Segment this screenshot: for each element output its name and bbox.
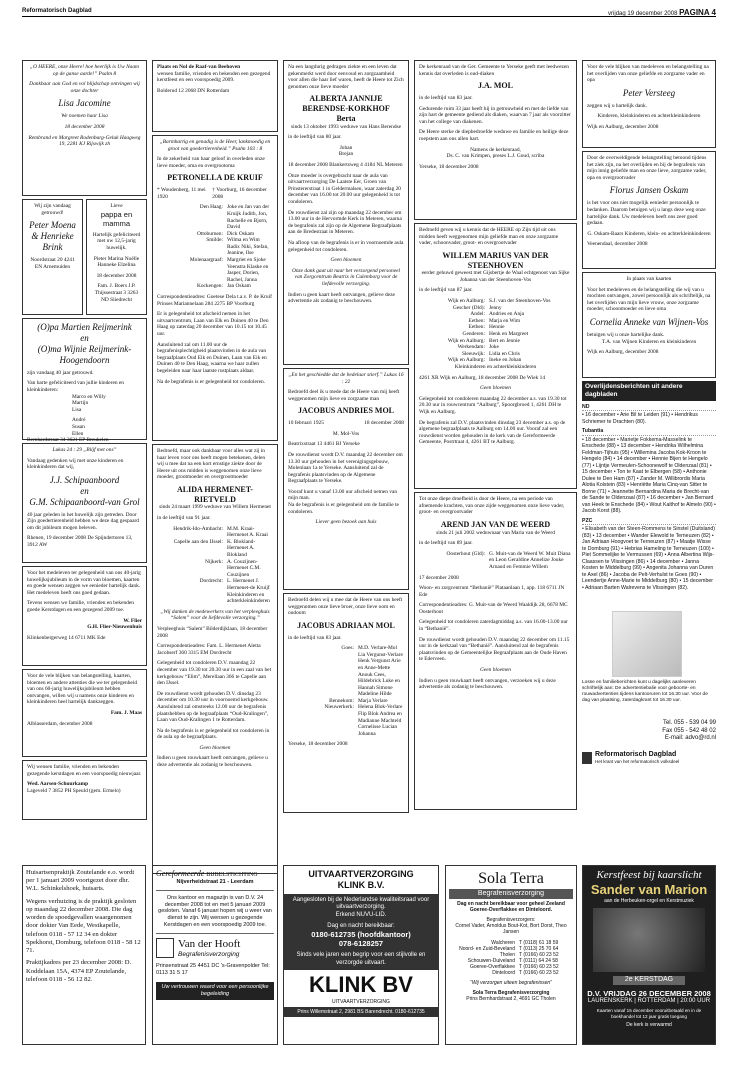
row-place: Hendrik-Ido-Ambacht:: [173, 525, 223, 532]
row-place: Gescher (Dld):: [452, 304, 485, 311]
page-header: [22, 8, 716, 17]
row-names: Hennie: [489, 324, 505, 331]
row-place: Dordrecht:: [199, 578, 223, 585]
row-names: A. Couzijnen-Hermenet C.M. Couzijnen: [227, 558, 261, 578]
row-place: Bennekom:: [329, 697, 354, 704]
ad-bijbelstichting: Gereformeerde BIJBELSTICHTING Nijverheidstraat 21 - Leerdam Ons kantoor en magazijn is van D.V. 24 december 2008 tot en met 5 januari 2009 gesloten. Vanaf 6 januari hopen wij u weer van dienst te zijn. Wij wensen u gezegende Kerstdagen en een voorspoedig 2009 toe. Van der Hooft Begrafenisverzorging Prinsenstraat 25 4451 DC 's-Gravenpolder Tel: 0113 31 5 17 Uw vertrouwen waard voor een persoonlijke begeleiding: [152, 865, 278, 1045]
family-row: [419, 331, 572, 338]
obituary-van-de-weerd: Tot onze diepe droefheid is door de Heere, na een periode van afnemende krachten, van onze zijde weggenomen onze lieve vader, groot- en overgrootvader AREND JAN VAN DE WEERD sinds 21 juli 2002 weduwnaar van Maria van de Weerd in de leeftijd van 89 jaar. Oosterhout (Gld): G. Muit-van de Weerd W. Muit Diana en Leon Geraldine Annelize Jouke Arnaud en Femmie Willem 17 december 2008 Woon- en zorgcentrum “Bethanië” Plataanlaan 1, app. 118 6711 JN Ede Correspondentieadres: G. Muit-van de Weerd Waaldijk 28, 6678 MC Oosterhout Gelegenheid tot condoleren zaterdagmiddag a.s. van 16.00-13.00 uur in “Bethanië”. De rouwdienst wordt gehouden D.V. maandag 22 december om 11.15 uur in de kerkzaal van “Bethanië”. Aansluitend zal de begrafenis plaatsvinden op de Gemeentelijke Begraafplaats aan de Oude Haven te Ederveen. Geen bloemen Indien u geen rouwkaart heeft ontvangen, verzoeken wij u deze advertentie als zodanig te beschouwen.: [414, 492, 577, 810]
row-names: M.D. Verlare-Mol Lia Vergunst-Verlare Henk Vergunst Arie en Anne-Mette Anouk Cees, Hildebrick Luke en Hannah Simone Madeline Hilde: [358, 645, 403, 698]
row-names: T (0118) 61 18 59: [519, 939, 559, 946]
birth-announcement: „O HEERE, onze Heere! hoe heerlijk is Uw Naam op de ganse aarde!” Psalm 8 Dankbaar aan God en vol blijdschap ontvingen wij onze dochter Lisa Jacomine We noemen haar Lisa 18 december 2008 Rembrand en Margreet Rodenburg-Geluk Haagweg 19, 2281 KJ Rijswijk zh: [22, 60, 147, 196]
family-list: [157, 526, 273, 605]
row-names: T (0166) 60 23 52: [519, 951, 559, 958]
row-names: Wilma en Wim Radix Niki, Stefan, Jeanine, Ilse: [227, 237, 269, 257]
row-place: Schouwen-Duiveland: [467, 957, 515, 964]
row-names: Ineke en Johan: [489, 357, 522, 364]
region-phone-list: [449, 940, 573, 977]
column-1: [22, 60, 147, 823]
family-row: [419, 305, 572, 312]
row-place: Goeree-Overflakkee: [469, 963, 515, 970]
row-place: Molenaargraaf:: [189, 257, 223, 264]
family-row: [419, 324, 572, 331]
logo-icon: [582, 752, 592, 764]
obituary-berendse: Na een langdurig gedragen ziekte en een leven dat gekenmerkt werd door eenvoud en zorgzaamheid voor allen die haar lief waren, heeft de Heere tot Zich genomen onze lieve moeder ALBERTA JANNIJE BERENDSE-KORKHOF Berta sinds 13 oktober 1993 weduwe van Hans Berendse in de leeftijd van 80 jaar. Johan Brejan 18 december 2008 Blankertsweg 4 4184 NL Meteren Onze moeder is overgebracht naar de aula van uitvaartverzorging De Laatste Eer, Groen van Prinstererstraat 1 in Geldermalsen, waar zaterdag 20 december van 16.00 tot 20.00 uur gelegenheid is tot condoleren. De rouwdienst zal zijn op maandag 22 december om 13.00 uur in de Hervormde Kerk in Meteren, waarna de begrafenis zal zijn op de Algemene Begraafplaats aan de Bredestraat in Meteren. Na afloop van de begrafenis is er in voornoemde aula gelegenheid tot condoleren. Geen bloemen Onze dank gaat uit naar het verzorgend personeel van Zorgcentrum Beatrix in Culemborg voor de liefdevolle verzorging. Indien u geen kaart heeft ontvangen, gelieve deze advertentie als zodanig te beschouwen.: [283, 60, 409, 365]
newspaper-logo: Reformatorisch Dagblad Het krant van het reformatorisch volksdeel: [582, 751, 716, 766]
family-list: [419, 298, 572, 364]
column-2: [152, 60, 278, 877]
family-row: [157, 578, 273, 604]
row-place: Eethen:: [468, 317, 485, 324]
ad-kerstfeest-concert: Kerstfeest bij kaarslicht Sander van Marion aan de Herbeuken-orgel en Kerstmuziek 2e KERSTDAG D.V. VRIJDAG 26 DECEMBER 2008 LAURENSKERK | ROTTERDAM | 20:00 UUR Kaarten vanaf 15 december vooruitbetaald en in de boekhandel tot 12 jaar gratis toegang De kerk is verwarmd: [582, 865, 716, 1045]
ad-huisartsenpraktijk: Huisartsenpraktijk Zoutelande e.o. wordt per 1 januari 2009 voortgezet door dhr. W.L. Schinkelshoek, huisarts. Wegens verhuizing is de praktijk gesloten op maandag 22 december 2008. Die dag worden de spoedgevallen waargenomen door dokter Van Eede, Westkapelle, telefoon 0118 - 57 12 34 en dokter Spekhorst, Domburg, telefoon 0118 - 58 12 71. Praktijkadres per 23 december 2008: D. Koddelaan 15A, 4374 EP Zoutelande, telefoon 0118 - 56 12 82.: [22, 865, 146, 1045]
row-names: Marja en Wim: [489, 317, 521, 324]
hooft-logo-icon: [156, 938, 174, 958]
row-place: Wijk en Aalburg:: [447, 337, 485, 344]
thanks-oskam: Door de overweldigende belangstelling betoond tijdens het ziek zijn, na het overlijden en bij de begrafenis van mijn innig geliefde man en onze lieve, zorgzame vader, opa en overgrootvader Florus Jansen Oskam is het voor ons niet mogelijk eenieder persoonlijk te bedanken. Daarom betuigen wij u langs deze weg onze hartelijke dank. Uw medeleven heeft ons zeer goed gedaan. G. Oskam-Baars Kinderen, klein- en achterkleinkinderen Veenendaal, december 2008: [582, 151, 716, 269]
row-names: Joke: [489, 344, 499, 351]
thanks-versteeg: Voor de vele blijken van medeleven en belangstelling na het overlijden van onze geliefde en zorgzame vader en opa Peter Versteeg zeggen wij u hartelijk dank. Kinderen, kleinkinderen en achterkleinkinderen Wijk en Aalburg, december 2008: [582, 60, 716, 148]
other-newspapers-register: Overlijdensberichten uit andere dagbladen ND • 16 december • Arie Bil te Leiden (91) • Hendrikus Schriemer te Drachten (80). Tubantia • 18 december • Marietje Fokkema-Masselink te Enschede (88) • 13 december • Hendrika Wilhelmina Feldman-Tijhuis (95) • Willemina Jacoba Kok-Kroon te Hengelo (84) • 14 december • Hennie Bijen te Hengelo (77) • Lijntje Vermeulen-Schoonewolf te Oldenzaal (81) • 15 december • Ton te Kaat te Elbergen (58) • Anthonie Dulee te Den Ham (87) • Zander M. Willibrordis Maria Alotia Kolstein (83) • Henriëtte Maria Cinq-van Sitter te Borne (71) • Jeannette Bernardina Maria de Brecht-van de Sande te Oldenzaal (87) • 16 december • Jan Bernard van Heek te Enschede (84) • Wout Kalthof te Almelo (90) • Jacob Korst (88). PZC • Elisabeth van der Steen-Rommens te Sinstel (Duitsland) (83) • 13 december • Wander Elewold te Terneuzen (82) • Jan Adriaan Hoogvoet te Terneuzen (87) • Maatje Wisse te Domburg (91) • Hebrias Hameling te Terneuzen (100) • Piet Sommelijke te Vermussen (69) • Anna Albertina Wijs-Claassen te Vlissingen (86) • 14 december • Janna Kosten te Middelburg (99) • Angenita Johanna van Duren te Axel (86) • Jacoba de Pelt-Verhulst te Goes (90) • Leendertje Anne-Marie te Middelburg (80) • 15 december • Adriaan Barten Walrevens te Vlissingen (82).: [582, 383, 716, 591]
row-names: T (0113) 25 70 64: [519, 945, 559, 952]
row-place: Werkendam:: [457, 344, 485, 351]
notice-kerkenraad: De kerkenraad van de Ger. Gemeente te Yerseke geeft met leedwezen kennis dat overleden is oud-diaken J.A. MOL in de leeftijd van 83 jaar. Gedurende ruim 33 jaar heeft hij in getrouwheid en met de liefde van zijn hart de gemeente gediend als diaken, waarvan 7 jaar als voorzitter van het college van diakenen. De Heere sterke de diepbedroefde weduwe en familie en heilige deze roepstem aan ons allen hart. Namens de kerkenraad, Ds. C. van Krimpen, preses L.J. Goud, scriba Yerseke, 18 december 2008: [414, 60, 577, 220]
row-names: T (0166) 60 23 52: [519, 969, 559, 976]
decorative-image: [612, 611, 682, 677]
row-names: S.J. van der Steenhoven-Vos: [489, 298, 551, 305]
family-row: [157, 231, 273, 238]
family-row: [419, 351, 572, 358]
row-place: Nieuwerkerk:: [324, 704, 354, 711]
row-names: Henk en Margreet: [489, 331, 529, 338]
row-names: T (0166) 60 23 52: [519, 963, 559, 970]
family-row: [157, 237, 273, 257]
family-row: [419, 311, 572, 318]
family-row: [157, 257, 273, 283]
row-place: Den Haag:: [199, 204, 223, 211]
wedding-row: [22, 199, 147, 315]
obituary-de-kruif: „Barmhartig en genadig is de Heer, lankmoedig en groot van goedertierenheid.” Psalm 103 : 8 In de zekerheid van haar geloof in overleden onze lieve moeder, oma en overgrootoma PETRONELLA DE KRUIF * Woudenberg, 11 mei 1920 † Voorburg, 16 december 2008 Den Haag: Joke en Jan van der Kruijk Judith, Jon, Rachelle en Bjorn, David Ottoburnen: Dick Oskam Smilde: Wilma en Wim Radix Niki, Stefan, Jeanine, Ilse Molenaargraaf: Margriet en Sjoke Veenstra Klaske en Jasper, Dorien, Rachel, Janna Kockengen: Jan Oskam Correspondentieadres: Goetese Dela t.a.v. P. de Kruif Prinses Mariannelaan 284 2275 BP Voorburg Er is gelegenheid tot afscheid nemen in het uitvaartcentrum, Laan van Elk en Duinen 40 te Den Haag op zaterdag 20 december van 10.15 tot 10.45 uur. Aansluitend zal om 11.00 uur de begrafenisplechtigheid plaatsvinden in de aula van begraafplaats Oud Eik en Duinen, Laan van Eik en Duinen 40 te Den Haag, waarna we haar zullen begeleiden naar haar laatste rustplaats aldaar. Na de begrafenis is er gelegenheid tot condoleren.: [152, 135, 278, 441]
family-row: [419, 298, 572, 305]
row-place: Oosterhout (Gld):: [446, 550, 485, 557]
anniversary-parents: Lieve pappa en mamma Hartelijk gefeliciteerd met uw 12,5-jarig huwelijk. Pieter Marina Noëlle Hanneke Elzelina 18 december 2008 Fam. J. Boers J.P. Thijssestraat 3 3263 ND Sliedrecht: [86, 199, 147, 315]
ad-sola-terra: Sola Terra Begrafenisverzorging Dag en nacht bereikbaar voor geheel Zeeland Goeree-Overflakkee en Dinteloord. Begrafenisverzorgers: Cornel Vader, Arnoldus Bout-Kot, Bort Dorst, Theo Jansen Walcheren T (0118) 61 18 59 Noord- en Zuid-Beveland T (0113) 25 70 64 Tholen T (0166) 60 23 52 Schouwen-Duiveland T (0111) 64 24 58 Goeree-Overflakkee T (0166) 60 23 52 Dinteloord T (0166) 60 23 52 “Wij verzorgen uiteen begrafenissen” Sola Terra Begrafenisverzorging Prins Bernhardstraat 2, 4691 GC Tholen: [445, 865, 577, 1045]
row-names: G. Muit-van de Weerd W. Muit Diana en Leon Geraldine Annelize Jouke Arnaud en Femmie Willem: [489, 550, 571, 570]
ad-uitvaartverzorging-klink: UITVAARTVERZORGING KLINK B.V. Aangesloten bij de Nederlandse kwaliteitsraad voor uitvaartverzorging. Erkend NUVU-LID. Dag en nacht bereikbaar: 0180-612735 (hoofdkantoor) 078-6128257 Sinds vele jaren een begrip voor een stijlvolle en verzorgde uitvaart. KLINK BV UITVAARTVERZORGING Prins Willemstraat 2, 2981 BS Barendrecht. 0180-612735: [283, 865, 439, 1045]
row-names: Andries en Anja: [489, 311, 525, 318]
family-row: [157, 539, 273, 559]
obituary-mol-jacobus-adriaan: Bedroefd delen wij u mee dat de Heere van ons heeft weggenomen onze lieve broer, onze lieve oom en oudoom JACOBUS ADRIAAN MOL in de leeftijd van 83 jaar. Goes: M.D. Verlare-Mol Lia Vergunst-Verlare Henk Vergunst Arie en Anne-Mette Anouk Cees, Hildebrick Luke en Hannah Simone Madeline Hilde Bennekom: Marja Verlare Nieuwerkerk: Helena Blok-Verlare Flip Blok Andrea en Madianne Machteld Cornelisse Lucian Johanna Yerseke, 18 december 2008: [283, 593, 409, 813]
newspaper-name: Reformatorisch Dagblad: [22, 8, 92, 14]
row-place: Wijk en Aalburg:: [447, 298, 485, 305]
row-place: Kockengen:: [196, 283, 223, 290]
greetings-aarsen: Wij wensen familie, vrienden en bekenden gezegende kerstdagen en een voorspoedig nieuwjaar. Wed. Aarsen-Schuurkamp Lageveld 7 3852 PH Speuld (gem. Ermelo): [22, 760, 147, 820]
anniversary-reijmerink: (O)pa Martien Reijmerink en (O)ma Wijnie Reijmerink-Hoogendoorn zijn vandaag 40 jaar getrouwd. Van harte gefeliciteerd van jullie kinderen en kleinkinderen: Marco en Willy Martijn Lisa André Susan Ellen Bernhardstraat 34 3621 EP Breukelen: [22, 318, 147, 440]
family-row: [419, 344, 572, 351]
row-names: Helena Blok-Verlare Flip Blok Andrea en Madianne Machteld Cornelisse Lucian Johanna: [358, 704, 403, 737]
row-place: Walcheren: [491, 939, 515, 946]
column-5: Voor de vele blijken van medeleven en belangstelling na het overlijden van onze geliefde en zorgzame vader en opa Peter Versteeg zeggen wij u hartelijk dank. Kinderen, kleinkinderen en achterkleinkinderen Wijk en Aalburg, december 2008 Door de overweldigende belangstelling betoond tijdens het ziek zijn, na het overlijden en bij de begrafenis van mijn innig geliefde man en onze lieve, zorgzame vader, opa en overgrootvader Florus Jansen Oskam is het voor ons niet mogelijk eenieder persoonlijk te bedanken. Daarom betuigen wij u langs deze weg onze hartelijke dank. Uw medeleven heeft ons zeer goed gedaan. G. Oskam-Baars Kinderen, klein- en achterkleinkinderen Veenendaal, december 2008 In plaats van kaarten Voor het medeleven en de belangstelling die wij van u mochten ontvangen, zowel persoonlijk als schriftelijk, na het overlijden van mijn lieve vrouw, onze zorgzame moeder, schoonmoeder en lieve oma Cornelia Anneke van Wijnen-Vos betuigen wij u onze hartelijke dank. T.A. van Wijnen Kinderen en kleinkinderen Wijk en Aalburg, december 2008 Overlijdensberichten uit andere dagbladen ND • 16 december • Arie Bil te Leiden (91) • Hendrikus Schriemer te Drachten (80). Tubantia • 18 december • Marietje Fokkema-Masselink te Enschede (88) • 13 december • Hendrika Wilhelmina Feldman-Tijhuis (95) • Willemina Jacoba Kok-Kroon te Hengelo (84) • 14 december • Hennie Bijen te Hengelo (77) • Lijntje Vermeulen-Schoonewolf te Oldenzaal (81) • 15 december • Ton te Kaat te Elbergen (58) • Anthonie Dulee te Den Ham (87) • Zander M. Willibrordis Maria Alotia Kolstein (83) • Henriëtte Maria Cinq-van Sitter te Borne (71) • Jeannette Bernardina Maria de Brecht-van de Sande te Oldenzaal (87) • 16 december • Jan Bernard van Heek te Enschede (84) • Wout Kalthof te Almelo (90) • Jacob Korst (88). PZC • Elisabeth van der Steen-Rommens te Sinstel (Duitsland) (83) • 13 december • Wander Elewold te Terneuzen (82) • Jan Adriaan Hoogvoet te Terneuzen (87) • Maatje Wisse te Domburg (91) • Hebrias Hameling te Terneuzen (100) • Piet Sommelijke te Vermussen (69) • Anna Albertina Wijs-Claassen te Vlissingen (86) • 14 december • Janna Kosten te Middelburg (99) • Angenita Johanna van Duren te Axel (86) • Jacoba de Pelt-Verhulst te Goes (90) • Leendertje Anne-Marie te Middelburg (80) • 15 december • Adriaan Barten Walrevens te Vlissingen (82). Losse en familieberichten kunt u dagelijks aanleveren schriftelijk aan: De advertentiebalie voor geboorte- en rouwadvertenties tijdens kantooruren tot 16.30 uur. Voor de dag van plaatsing, zaterdagkrant tot 16.30 uur. Tel. 055 - 539 04 99 Fax 055 - 542 48 02 E-mail: advo@rd.nl Reformatorisch Dagblad Het krant van het reformatorisch volksdeel: [582, 60, 716, 766]
row-names: Dick Oskam: [227, 230, 255, 237]
family-row: [157, 526, 273, 539]
row-names: Lidia en Chris: [489, 350, 520, 357]
family-row: [288, 704, 404, 737]
row-place: Noord- en Zuid-Beveland: [459, 945, 515, 952]
family-list: [288, 645, 404, 737]
row-names: Bert en Jennie: [489, 337, 520, 344]
wedding-announcement: Wij zijn vandaag getrouwd! Peter Moena & Henrieke Brink Noordstraat 20 4241 EN Arnemuiden: [22, 199, 83, 315]
row-names: Jan Oskam: [227, 283, 251, 290]
row-place: Andel:: [470, 311, 485, 318]
row-place: Wijk en Aalburg:: [447, 357, 485, 364]
family-row: [419, 357, 572, 364]
row-names: Marja Verlare: [358, 697, 388, 704]
row-place: Smilde:: [206, 237, 223, 244]
thanks-maas: Voor de vele blijken van belangstelling, kaarten, bloemen en andere attenties die we ter gelegenheid van ons 60-jarig huwelijksjubileum hebben ontvangen, willen wij u namens onze kinderen en kleinkinderen heel hartelijk dankzeggen. Fam. J. Maas Alblasserdam, december 2008: [22, 669, 147, 757]
thanks-van-wijnen: In plaats van kaarten Voor het medeleven en de belangstelling die wij van u mochten ontvangen, zowel persoonlijk als schriftelijk, na het overlijden van mijn lieve vrouw, onze zorgzame moeder, schoonmoeder en lieve oma Cornelia Anneke van Wijnen-Vos betuigen wij u onze hartelijke dank. T.A. van Wijnen Kinderen en kleinkinderen Wijk en Aalburg, december 2008: [582, 272, 716, 378]
row-place: Ottoburnen:: [196, 230, 223, 237]
family-row: [288, 698, 404, 705]
row-names: L. Hermenet J. Hermenet-de Kruijf Kleinkinderen en achterkleinkinderen: [227, 578, 270, 605]
obituary-hermenet: Bedroefd, maar ook dankbaar voor alles wat zij in haar leven voor ons heeft mogen betekenen, delen wij u mee dat na een kort ernstige ziekte door de Heere uit ons midden is weggenomen onze lieve moeder, grootmoeder en overgrootmoeder ALIDA HERMENET-RIETVELD sinds 24 maart 1999 weduwe van Willem Hermenet in de leeftijd van 91 jaar. Hendrik-Ido-Ambacht: M.M. Kraai-Hermenet A. Kraai Capelle aan den IJssel: K. Blokland-Hermenet A. Blokland Nijkerk: A. Couzijnen-Hermenet C.M. Couzijnen Dordrecht: L. Hermenet J. Hermenet-de Kruijf Kleinkinderen en achterkleinkinderen „Wij danken de medewerkers van het verpleeghuis “Salem” voor de liefdevolle verzorging.” Verpleeghuis “Salem” Bilderdijklaan, 18 december 2008 Correspondentieadres: Fam. L. Hermenet Aletta Jacobserf 360 3315 EM Dordrecht Gelegenheid tot condoleren D.V. maandag 22 december van 19.30 tot 20.30 uur in een zaal van het kerkgebouw “Elim”, Merellaan 366 te Capelle aan den IJssel. De rouwdienst wordt gehouden D.V. dinsdag 23 december om 10.30 uur in voornoemd kerkgebouw. Aansluitend zal omstreeks 12.00 uur de begrafenis plaatshebben op de begraafplaats “Oud-Kralingen”, Laan van Oud-Kralingen 1 te Rotterdam. Na de begrafenis is er gelegenheid tot condoleren in de aula op de begraafplaats. Geen bloemen Indien u geen rouwkaart heeft ontvangen, gelieve u deze advertentie als zodanig te beschouwen.: [152, 444, 278, 874]
row-place: Tholen: [499, 951, 515, 958]
row-place: Eethen:: [468, 324, 485, 331]
row-place: Capelle aan den IJssel:: [173, 538, 223, 545]
greetings-de-raaf: Plaats en Nol de Raaf-van Beehoven wensen familie, vrienden en bekenden een gezegend kerstfeest en een voorspoedig 2009. Bolderud 12 2068 DN Rotterdam: [152, 60, 278, 132]
family-row: [157, 283, 273, 290]
row-place: Dinteloord: [492, 969, 515, 976]
family-row: [157, 204, 273, 230]
column-4: [414, 60, 577, 813]
row-names: T (0111) 64 24 58: [519, 957, 558, 964]
anniversary-schipaanboord: Lukas 24 : 29 „Blijf met ons” Vandaag gedenken wij met onze kinderen en kleinkinderen dat wij, J.J. Schipaanboord en G.M. Schipaanboord-van Grol 40 jaar geleden in het huwelijk zijn getreden. Door Zijn goedertierenheid hebben we deze dag gespaard om dit jubileum mogen beleven. Rhenen, 19 december 2008 De Spijndertoren 13, 3912 AW: [22, 443, 147, 563]
family-row: [157, 559, 273, 579]
page-date: vrijdag 19 december 2008 PAGINA 4: [608, 8, 716, 17]
row-names: Jenny: [489, 304, 502, 311]
row-place: Goes:: [341, 645, 354, 652]
family-row: [449, 970, 573, 976]
obituary-mol-jacobus-andries: „En het geschiedde dat de bedelaar stierf.” Lukas 16 : 22 Bedroefd deel ik u mede dat de Heere van mij heeft weggenomen mijn lieve en zorgzame man JACOBUS ANDRIES MOL 10 februari 1925 18 december 2008 M. Mol-Vos Beatrixstraat 13 4461 BJ Yerseke De rouwdienst wordt D.V. maandag 22 december om 13.30 uur gehouden in het verenigingsgebouw, Molenlaan 1a te Yerseke. Aansluitend zal de begrafenis plaatsvinden op de Algemene Begraafplaats te Yerseke. Vooraf kunt u vanaf 13.00 uur afscheid nemen van mijn man. Na de begrafenis is er gelegenheid om de familie te condoleren. Liever geen bezoek aan huis: [283, 368, 409, 590]
organist-photo: [593, 908, 705, 972]
family-row: [419, 551, 572, 571]
thanks-flier: Voor het medeleven ter gelegenheid van ons 40-jarig huwelijksjubileum in de vorm van bloemen, kaarten en goede wensen zeggen we eenieder hartelijk dank. Het medeleven heeft ons goed gedaan. Tevens wensen we familie, vrienden en bekenden goede Kerstdagen en een gezegend 2009 toe. W. Flier G.H. Flier-Nieuwenhuis Klinkenbergerweg 14 6711 MK Ede: [22, 566, 147, 666]
row-names: Margriet en Sjoke Veenstra Klaske en Jasper, Dorien, Rachel, Janna: [227, 257, 269, 283]
family-list: [419, 551, 572, 571]
row-place: Nijkerk:: [205, 558, 223, 565]
family-row: [419, 318, 572, 325]
row-names: Joke en Jan van der Kruijk Judith, Jon, Rachelle en Bjorn, David: [227, 204, 270, 231]
family-list: [157, 204, 273, 290]
row-names: K. Blokland-Hermenet A. Blokland: [227, 538, 256, 559]
column-3: [283, 60, 409, 816]
row-place: Genderen:: [462, 331, 485, 338]
family-row: [419, 338, 572, 345]
obituary-van-der-steenhoven: Bedroefd geven wij u kennis dat de HEERE op Zijn tijd uit ons midden heeft weggenomen mijn geliefde man en onze zorgzame vader, schoonvader, groot- en overgrootvader WILLEM MARIUS VAN DER STEENHOVEN eerder gehuwd geweest met Gijsbertje de Waal echtgenoot van Sijke Johanna van der Steenhoven-Vos in de leeftijd van 87 jaar. Wijk en Aalburg: S.J. van der Steenhoven-Vos Gescher (Dld): Jenny Andel: Andries en Anja Eethen: Marja en Wim Eethen: Hennie Genderen: Henk en Margreet Wijk en Aalburg: Bert en Jennie Werkendam: Joke Sleeuwijk: Lidia en Chris Wijk en Aalburg: Ineke en Johan Kleinkinderen en achterkleinkinderen 4261 XR Wijk en Aalburg, 18 december 2008 De Wiek 14 Geen bloemen Gelegenheid tot condoleren maandag 22 december a.s. van 19.30 tot 20.30 uur in rouwcentrum “Aalburg”, Spoorgbroed 1, 4261 DH te Wijk en Aalburg. De begrafenis zal D.V. plaatsvinden dinsdag 23 december a.s. op de algemene begraafplaats te Aalburg om 14.00 uur. Vooraf zal een rouwdienst worden gehouden in de kerk van de Gereformeerde Gemeente, Postrtraat 4, 4261 BT te Aalburg.: [414, 223, 577, 489]
row-names: M.M. Kraai-Hermenet A. Kraai: [227, 525, 268, 539]
family-row: [288, 645, 404, 698]
row-place: Sleeuwijk:: [461, 350, 485, 357]
